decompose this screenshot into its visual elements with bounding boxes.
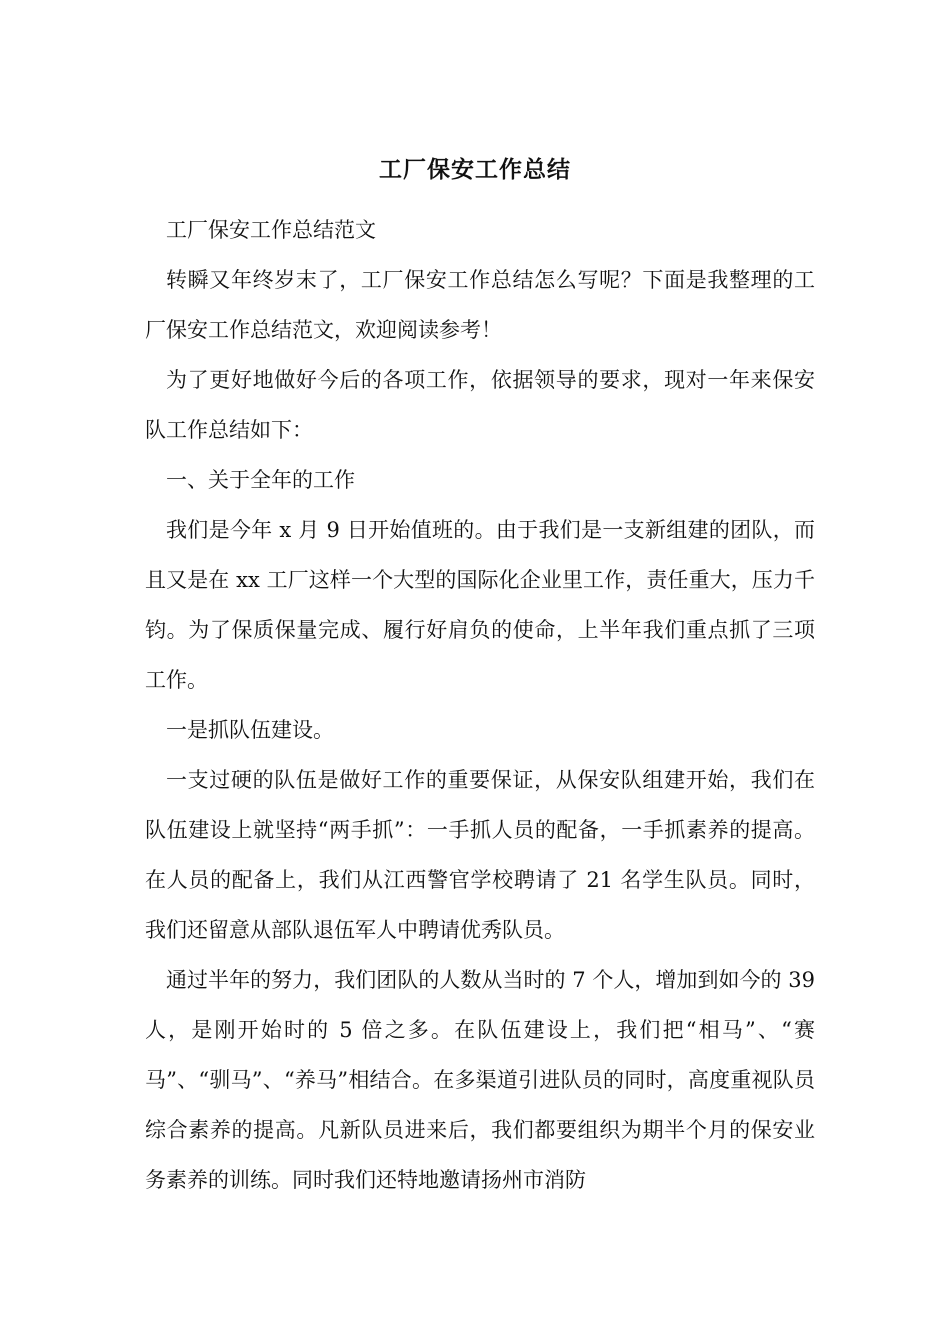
paragraph: 工厂保安工作总结范文 <box>166 218 376 242</box>
paragraph: 为了更好地做好今后的各项工作，依据领导的要求，现对一年来保安队工作总结如下： <box>145 368 815 442</box>
paragraph: 通过半年的努力，我们团队的人数从当时的 7 个人，增加到如今的 39 人，是刚开始时的 5 倍之多。在队伍建设上，我们把“相马”、“赛马”、“驯马”、“养马”相结合。在多渠道引进队员的同时，高度重视队员综合素养的提高。凡新队员进来后，我们都要组织为期半个月的保安业务素养的训练。同时我们还特地邀请扬州市消防 <box>145 968 815 1192</box>
document-body <box>145 205 815 1205</box>
paragraph: 转瞬又年终岁末了，工厂保安工作总结怎么写呢？下面是我整理的工厂保安工作总结范文，欢迎阅读参考！ <box>145 268 815 342</box>
paragraph: 一支过硬的队伍是做好工作的重要保证，从保安队组建开始，我们在队伍建设上就坚持“两手抓”：一手抓人员的配备，一手抓素养的提高。在人员的配备上，我们从江西警官学校聘请了 21 名学生队员。同时，我们还留意从部队退伍军人中聘请优秀队员。 <box>145 768 815 942</box>
document-title: 工厂保安工作总结 <box>379 156 571 183</box>
section-heading: 一、关于全年的工作 <box>166 468 355 492</box>
subsection-heading: 一是抓队伍建设。 <box>166 718 334 742</box>
paragraph: 我们是今年 x 月 9 日开始值班的。由于我们是一支新组建的团队，而且又是在 xx 工厂这样一个大型的国际化企业里工作，责任重大，压力千钧。为了保质保量完成、履行好肩负的使命，上半年我们重点抓了三项工作。 <box>145 518 815 692</box>
